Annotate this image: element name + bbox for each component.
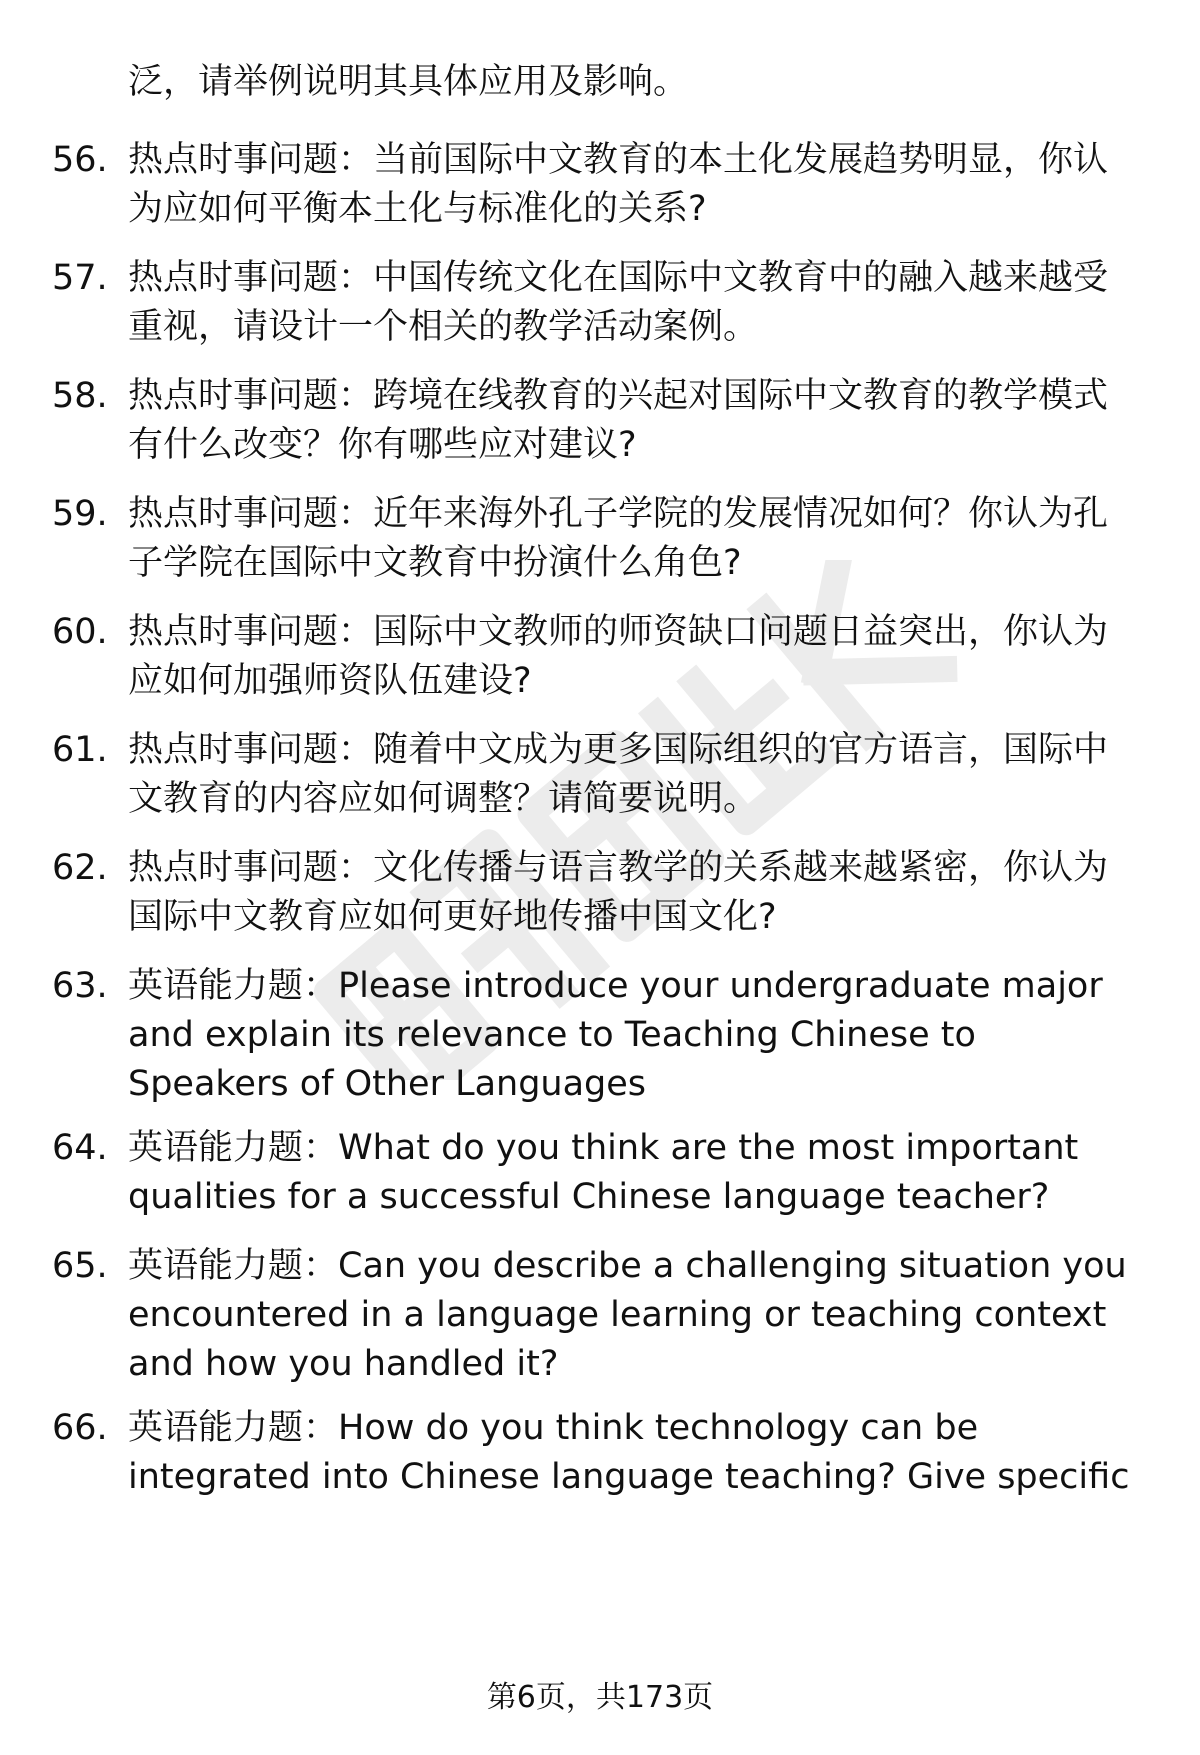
question-text: 热点时事问题：随着中文成为更多国际组织的官方语言，国际中文教育的内容应如何调整？请简要说明。 — [128, 730, 1109, 819]
continuation-text: 泛，请举例说明其具体应用及影响。 — [128, 62, 689, 102]
question-text: 热点时事问题：国际中文教师的师资缺口问题日益突出，你认为应如何加强师资队伍建设? — [128, 612, 1109, 701]
question-text: 英语能力题：Please introduce your undergraduate major and explain its relevance to Teaching Chinese to Speakers of Other Languages — [128, 966, 1103, 1104]
question-number: 62. — [52, 848, 108, 888]
question-text: 热点时事问题：文化传播与语言教学的关系越来越紧密，你认为国际中文教育应如何更好地传播中国文化? — [128, 848, 1109, 937]
question-number: 60. — [52, 612, 108, 652]
question-text: 热点时事问题：中国传统文化在国际中文教育中的融入越来越受重视，请设计一个相关的教学活动案例。 — [128, 258, 1109, 347]
question-number: 56. — [52, 140, 108, 180]
question-number: 61. — [52, 730, 108, 770]
question-text: 英语能力题：How do you think technology can be integrated into Chinese language teaching? Give specific — [128, 1408, 1130, 1497]
question-number: 63. — [52, 966, 108, 1006]
question-text: 热点时事问题：当前国际中文教育的本土化发展趋势明显，你认为应如何平衡本土化与标准化的关系? — [128, 140, 1109, 229]
question-number: 58. — [52, 376, 108, 416]
page-footer: 第6页，共173页 — [486, 1680, 714, 1715]
question-text: 热点时事问题：近年来海外孔子学院的发展情况如何？你认为孔子学院在国际中文教育中扮演什么角色? — [128, 494, 1109, 583]
question-number: 64. — [52, 1128, 108, 1168]
question-number: 65. — [52, 1246, 108, 1286]
question-text: 热点时事问题：跨境在线教育的兴起对国际中文教育的教学模式有什么改变？你有哪些应对建议? — [128, 376, 1109, 465]
question-text: 英语能力题：What do you think are the most important qualities for a successful Chinese language teacher? — [128, 1128, 1079, 1217]
question-number: 57. — [52, 258, 108, 298]
question-number: 66. — [52, 1408, 108, 1448]
question-number: 59. — [52, 494, 108, 534]
question-text: 英语能力题：Can you describe a challenging situation you encountered in a language learning or teaching context and how you handled it? — [128, 1246, 1127, 1384]
